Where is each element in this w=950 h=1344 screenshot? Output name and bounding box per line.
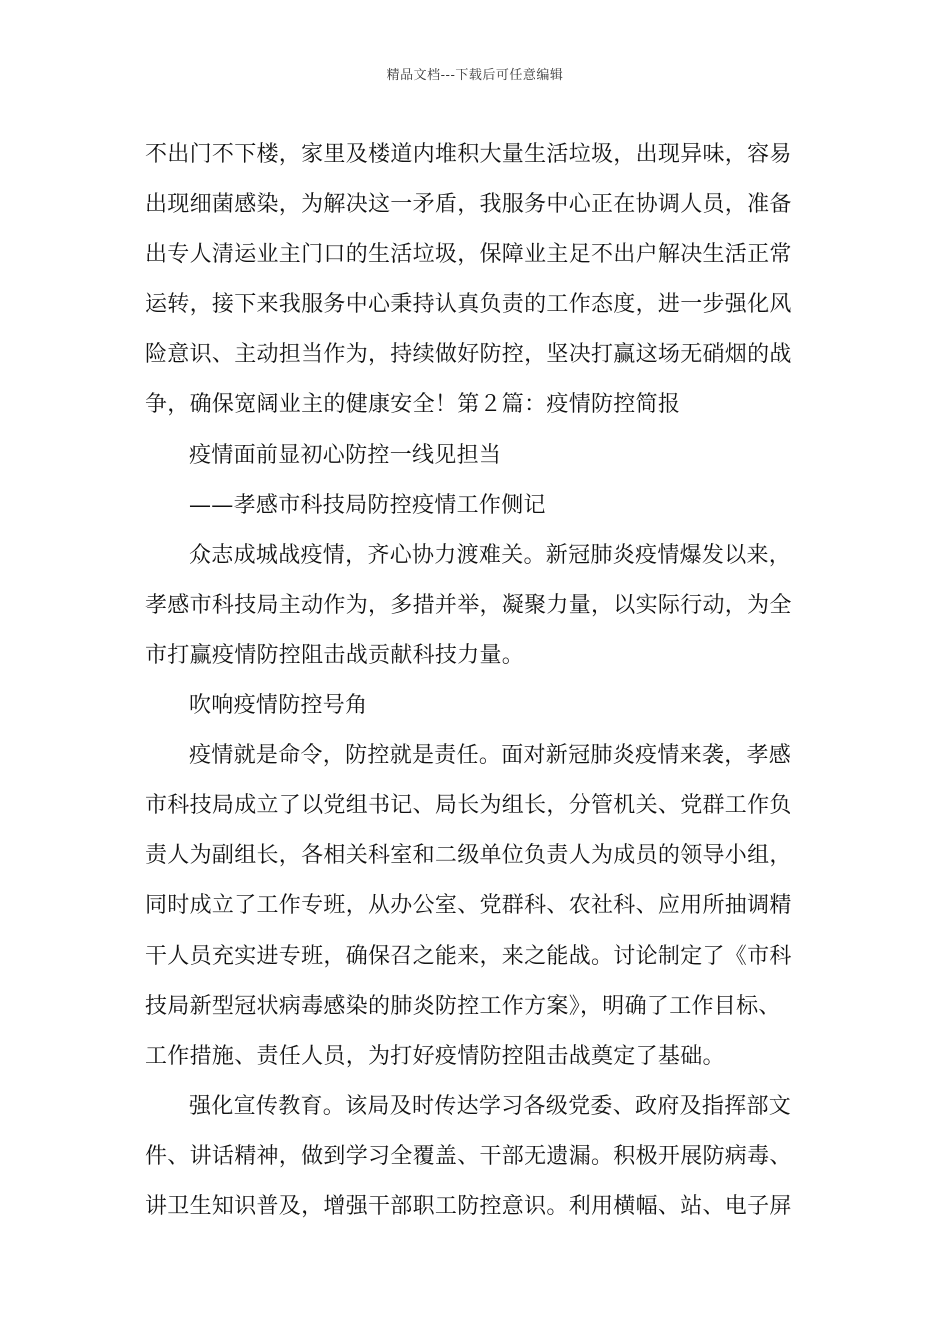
body-line: 出现细菌感染，为解决这一矛盾，我服务中心正在协调人员，准备 xyxy=(145,192,792,218)
body-line: 出专人清运业主门口的生活垃圾，保障业主足不出户解决生活正常 xyxy=(145,242,792,268)
body-line: 运转，接下来我服务中心秉持认真负责的工作态度，进一步强化风 xyxy=(145,292,792,318)
body-line: 讲卫生知识普及，增强干部职工防控意识。利用横幅、站、电子屏 xyxy=(145,1193,792,1219)
body-line: 干人员充实进专班，确保召之能来，来之能战。讨论制定了《市科 xyxy=(145,943,792,969)
page-header: 精品文档---下载后可任意编辑 xyxy=(386,68,564,83)
body-line: 众志成城战疫情，齐心协力渡难关。新冠肺炎疫情爆发以来， xyxy=(189,542,792,568)
article-subtitle: ——孝感市科技局防控疫情工作侧记 xyxy=(189,492,546,518)
body-line: 责人为副组长，各相关科室和二级单位负责人为成员的领导小组， xyxy=(145,843,792,869)
body-line: 工作措施、责任人员，为打好疫情防控阻击战奠定了基础。 xyxy=(145,1043,725,1069)
body-line: 市打赢疫情防控阻击战贡献科技力量。 xyxy=(145,642,525,668)
document-body xyxy=(145,130,810,1232)
body-line: 险意识、主动担当作为，持续做好防控，坚决打赢这场无硝烟的战 xyxy=(145,342,792,368)
body-line: 强化宣传教育。该局及时传达学习各级党委、政府及指挥部文 xyxy=(189,1093,792,1119)
body-line: 孝感市科技局主动作为，多措并举，凝聚力量，以实际行动，为全 xyxy=(145,592,792,618)
body-line: 件、讲话精神，做到学习全覆盖、干部无遗漏。积极开展防病毒、 xyxy=(145,1143,792,1169)
body-line: 疫情就是命令，防控就是责任。面对新冠肺炎疫情来袭，孝感 xyxy=(189,743,792,769)
body-line: 技局新型冠状病毒感染的肺炎防控工作方案》，明确了工作目标、 xyxy=(145,993,781,1019)
body-line: 市科技局成立了以党组书记、局长为组长，分管机关、党群工作负 xyxy=(145,793,792,819)
article-title: 疫情面前显初心防控一线见担当 xyxy=(189,442,502,468)
section-heading: 吹响疫情防控号角 xyxy=(189,693,368,719)
body-line: 不出门不下楼，家里及楼道内堆积大量生活垃圾，出现异味，容易 xyxy=(145,142,792,167)
body-line: 争，确保宽阔业主的健康安全！第２篇：疫情防控简报 xyxy=(145,392,681,418)
body-line: 同时成立了工作专班，从办公室、党群科、农社科、应用所抽调精 xyxy=(145,893,792,919)
